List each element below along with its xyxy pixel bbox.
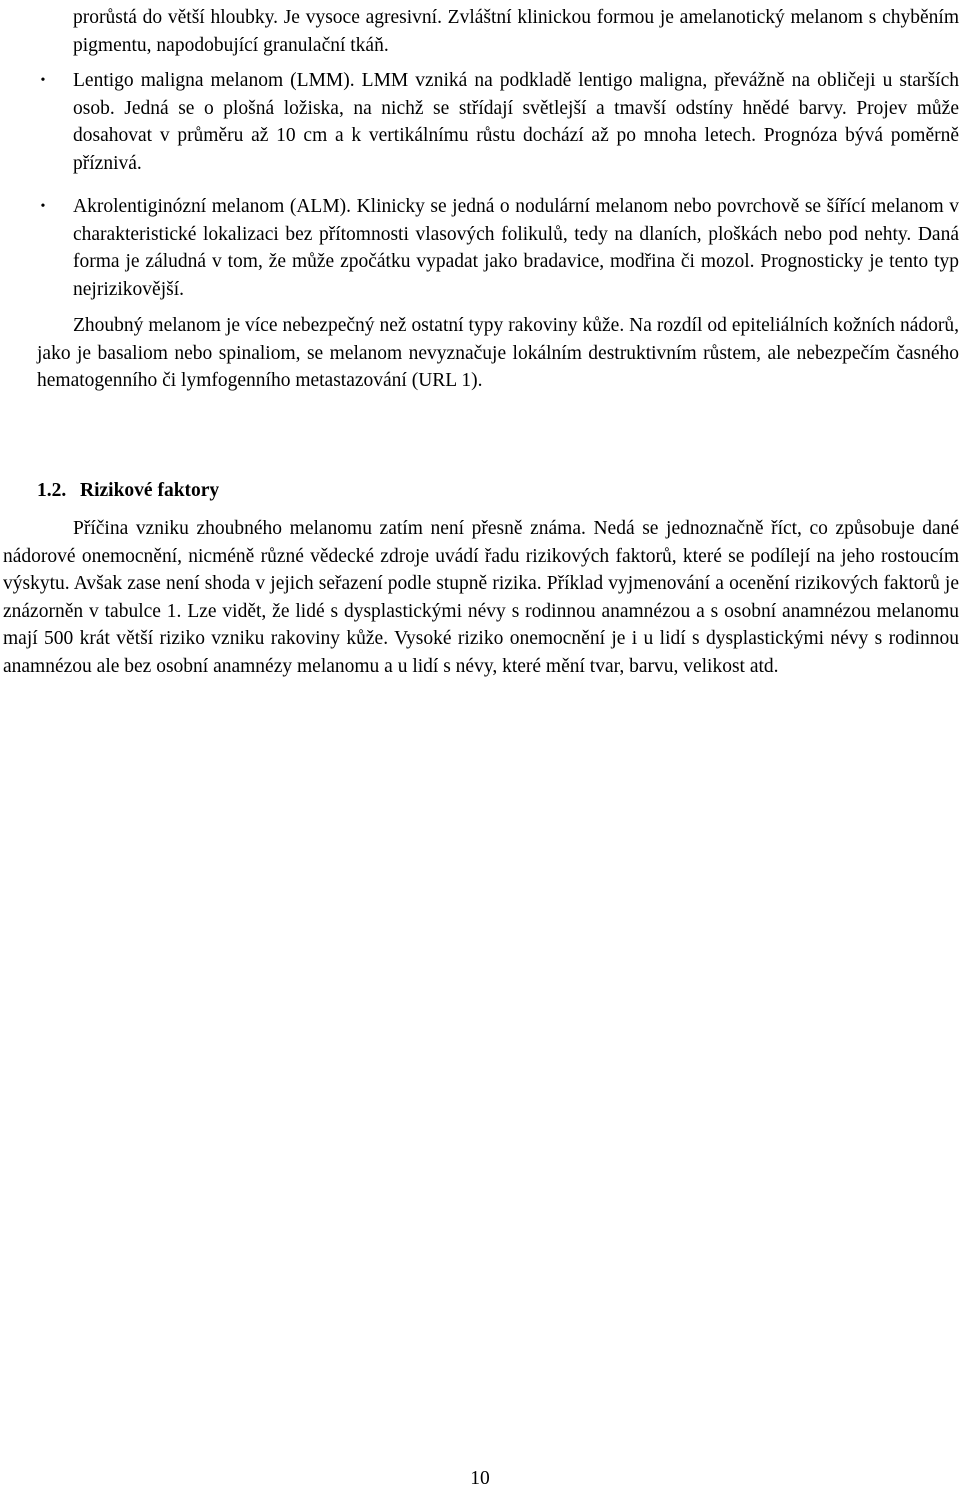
- body-paragraph-risk-factors: Příčina vzniku zhoubného melanomu zatím není přesně známa. Nedá se jednoznačně říct, co způsobuje dané nádorové onemocnění, nicméně různé vědecké zdroje uvádí řadu rizikových faktorů, které se podílejí na jeho rostoucím výskytu. Avšak zase není shoda v jejich seřazení podle stupně rizika. Příklad vyjmenování a ocenění rizikových faktorů je znázorněn v tabulce 1. Lze vidět, že lidé s dysplastickými névy s rodinnou anamnézou a s osobní anamnézou melanomu mají 500 krát větší riziko vzniku rakoviny kůže. Vysoké riziko onemocnění je i u lidí s dysplastickými névy s rodinnou anamnézou ale bez osobní anamnézy melanomu a u lidí s névy, které mění tvar, barvu, velikost atd.: [3, 518, 959, 677]
- body-paragraph-danger: Zhoubný melanom je více nebezpečný než ostatní typy rakoviny kůže. Na rozdíl od epiteliálních kožních nádorů, jako je basaliom nebo spinaliom, se melanom nevyznačuje lokálním destruktivním růstem, ale nebezpečím časného hematogenního či lymfogenního metastazování (URL 1).: [37, 315, 959, 391]
- section-number: 1.2.: [37, 480, 67, 501]
- list-item-text: Lentigo maligna melanom (LMM). LMM vzniká na podkladě lentigo maligna, převážně na obličeji u starších osob. Jedná se o plošná ložiska, na nichž se střídají světlejší a tmavší odstíny hnědé barvy. Projev může dosahovat v průměru až 10 cm a k vertikálnímu růstu dochází až po mnoha letech. Prognóza bývá poměrně příznivá.: [73, 70, 959, 174]
- continuation-paragraph: prorůstá do větší hloubky. Je vysoce agresivní. Zvláštní klinickou formou je amelanotický melanom s chyběním pigmentu, napodobující granulační tkáň.: [73, 7, 959, 56]
- page-number: 10: [470, 1468, 490, 1489]
- bullet-icon: •: [40, 199, 46, 214]
- bullet-icon: •: [40, 73, 46, 88]
- section-heading: [37, 477, 219, 505]
- list-item-lmm: [40, 67, 959, 177]
- list-item-alm: [40, 193, 959, 303]
- list-item-text: Akrolentiginózní melanom (ALM). Klinicky se jedná o nodulární melanom nebo povrchově se šířící melanom v charakteristické lokalizaci bez přítomnosti vlasových folikulů, tedy na dlaních, ploškách nebo pod nehty. Daná forma je záludná v tom, že může zpočátku vypadat jako bradavice, modřina či mozol. Prognosticky je tento typ nejrizikovější.: [73, 196, 959, 300]
- section-title: Rizikové faktory: [80, 480, 220, 501]
